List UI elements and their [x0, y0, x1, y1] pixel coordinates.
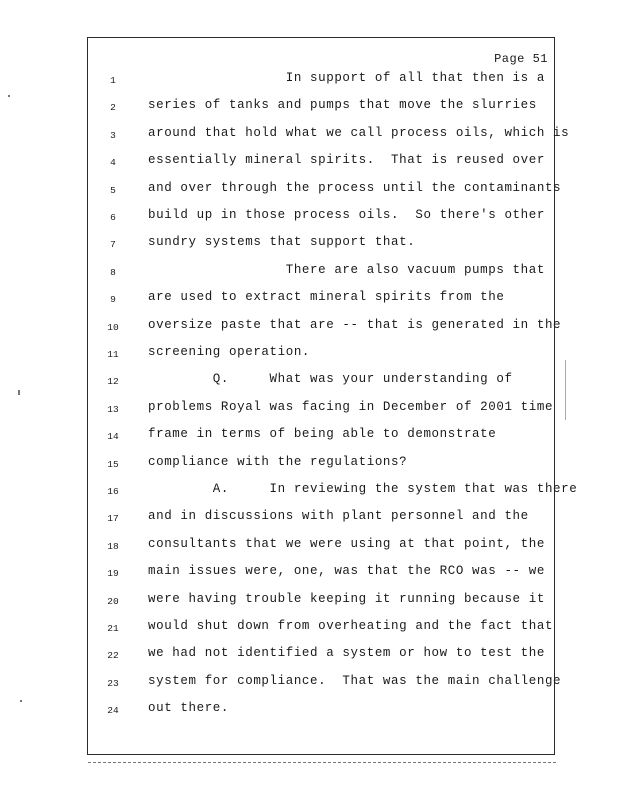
transcript-line — [88, 206, 556, 230]
line-text: and in discussions with plant personnel and the — [148, 509, 529, 524]
transcript-line — [88, 617, 556, 641]
transcript-line — [88, 535, 556, 559]
transcript-line — [88, 96, 556, 120]
line-number: 13 — [107, 403, 119, 415]
transcript-line — [88, 179, 562, 203]
line-text: A. In reviewing the system that was there — [148, 482, 578, 496]
transcript-line — [88, 562, 556, 586]
line-number: 6 — [110, 212, 116, 223]
transcript-line — [88, 644, 556, 668]
line-number: 17 — [107, 513, 119, 525]
transcript-line — [88, 453, 556, 477]
scan-speck — [18, 390, 20, 395]
line-text: sundry systems that support that. — [148, 235, 416, 250]
line-number: 9 — [110, 294, 116, 306]
line-text: compliance with the regulations? — [148, 454, 408, 469]
line-text: would shut down from overheating and the fact that — [148, 619, 554, 633]
transcript-line — [88, 507, 556, 531]
line-text: screening operation. — [148, 345, 311, 359]
line-text: frame in terms of being able to demonstrate — [148, 427, 497, 442]
transcript-line — [88, 151, 556, 175]
line-number: 4 — [110, 157, 116, 169]
transcript-line — [88, 316, 562, 340]
transcript-line — [88, 288, 556, 312]
line-text: consultants that we were using at that point, the — [148, 536, 545, 551]
line-number: 8 — [110, 266, 116, 278]
line-text: series of tanks and pumps that move the slurries — [148, 98, 537, 113]
line-text: and over through the process until the contaminants — [148, 180, 562, 195]
line-number: 11 — [107, 349, 119, 360]
transcript-line — [88, 672, 562, 696]
line-text: system for compliance. That was the main challenge — [148, 673, 562, 688]
line-number: 2 — [110, 102, 116, 114]
transcript-line — [88, 69, 556, 93]
scan-speck — [565, 360, 566, 420]
transcript-page — [87, 37, 578, 755]
line-number: 24 — [107, 705, 119, 717]
line-number: 15 — [107, 458, 119, 470]
footer-rule — [88, 762, 556, 763]
transcript-line — [88, 261, 556, 285]
transcript-line — [88, 370, 556, 394]
line-text: oversize paste that are -- that is generated in the — [148, 317, 562, 332]
transcript-line — [88, 343, 556, 367]
line-text: build up in those process oils. So there's other — [148, 208, 545, 222]
line-number: 7 — [110, 239, 116, 251]
line-number: 10 — [107, 321, 119, 333]
line-number: 3 — [110, 129, 116, 141]
scan-speck — [8, 95, 10, 97]
line-text: were having trouble keeping it running because it — [148, 591, 545, 606]
line-text: around that hold what we call process oils, which is — [148, 125, 570, 140]
line-number: 5 — [110, 184, 116, 196]
line-number: 22 — [107, 650, 119, 662]
line-text: out there. — [148, 701, 230, 716]
transcript-line — [88, 398, 556, 422]
line-number: 23 — [107, 677, 119, 689]
line-text: Q. What was your understanding of — [148, 372, 513, 387]
line-text: There are also vacuum pumps that — [148, 262, 545, 277]
line-text: problems Royal was facing in December of 2001 time — [148, 399, 554, 414]
line-number: 12 — [107, 376, 119, 388]
transcript-line — [88, 699, 556, 723]
line-number: 20 — [107, 595, 119, 607]
line-number: 14 — [107, 431, 119, 443]
transcript-line — [88, 233, 556, 257]
transcript-line — [88, 590, 556, 614]
line-text: main issues were, one, was that the RCO was -- we — [148, 564, 545, 579]
line-number: 1 — [110, 75, 116, 86]
line-text: In support of all that then is a — [148, 71, 545, 85]
transcript-line — [88, 124, 570, 148]
line-text: essentially mineral spirits. That is reused over — [148, 153, 545, 168]
transcript-line — [88, 425, 556, 449]
line-number: 16 — [107, 486, 119, 497]
line-number: 19 — [107, 568, 119, 580]
scan-speck — [20, 700, 22, 702]
line-number: 21 — [107, 623, 119, 634]
transcript-line — [88, 480, 578, 504]
line-number: 18 — [107, 540, 119, 552]
line-text: are used to extract mineral spirits from the — [148, 290, 505, 305]
page-number: Page 51 — [494, 52, 548, 66]
line-text: we had not identified a system or how to test the — [148, 646, 545, 661]
